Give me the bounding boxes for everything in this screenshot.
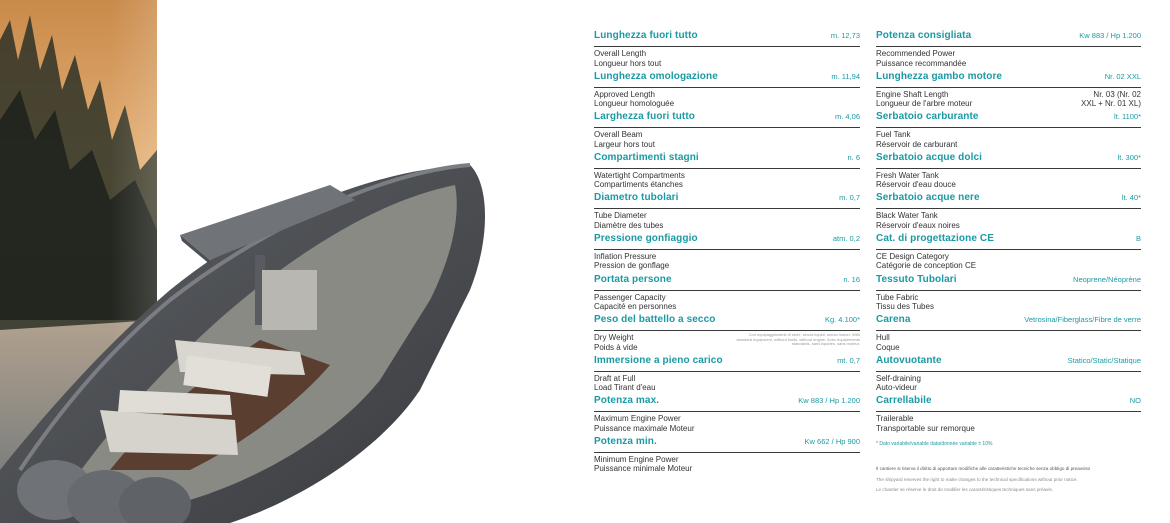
spec-translation-line: Auto-videur [876, 383, 917, 393]
spec-title: Lunghezza gambo motore [876, 70, 1003, 82]
spec-header [876, 314, 1141, 331]
spec-translations [594, 171, 685, 190]
spec-row [876, 111, 1141, 152]
spec-translations [594, 252, 669, 271]
spec-row [876, 274, 1141, 315]
spec-row [876, 355, 1141, 396]
spec-header [594, 274, 860, 291]
spec-header [876, 71, 1141, 88]
spec-title: Larghezza fuori tutto [594, 111, 695, 123]
spec-translations [876, 171, 956, 190]
spec-value: mt. 0,7 [837, 355, 860, 365]
spec-body [876, 250, 1141, 271]
spec-body [876, 209, 1141, 230]
spec-translation-line: Self-draining [876, 373, 921, 383]
spec-translations [876, 130, 957, 149]
spec-title: Pressione gonfiaggio [594, 232, 698, 244]
spec-translation-line: Compartiments étanches [594, 180, 683, 190]
spec-row [594, 436, 860, 477]
spec-translations [594, 49, 661, 68]
disclaimer-it: Il cantiere si riserva il diritto di apportare modifiche alle caratteristiche tecniche senza obbligo di preavviso [876, 466, 1091, 471]
spec-value: Kg. 4.100* [824, 315, 860, 325]
spec-body [594, 291, 860, 312]
spec-body [876, 88, 1141, 109]
spec-value: m. 11,94 [831, 71, 860, 81]
spec-row [594, 314, 860, 355]
spec-body [876, 412, 1141, 433]
spec-extra-line: XXL + Nr. 01 XL) [1081, 99, 1141, 109]
spec-value: Statico/Static/Statique [1067, 355, 1141, 365]
spec-translations [594, 333, 638, 352]
spec-translations [876, 414, 975, 433]
spec-value: B [1135, 233, 1141, 243]
spec-translations [594, 455, 692, 474]
spec-value: n. 16 [843, 274, 860, 284]
spec-translation-line: Inflation Pressure [594, 251, 657, 261]
spec-body [594, 453, 860, 474]
spec-translations [594, 414, 694, 433]
spec-value: Vetrosina/Fiberglass/Fibre de verre [1024, 315, 1141, 325]
spec-title: Carrellabile [876, 395, 932, 407]
spec-row [876, 192, 1141, 233]
spec-translation-line: Dry Weight [594, 333, 634, 343]
spec-translations [594, 90, 674, 109]
spec-translations [876, 374, 921, 393]
spec-translation-line: CE Design Category [876, 251, 949, 261]
spec-value: Kw 662 / Hp 900 [804, 436, 860, 446]
variable-data-footnote: * Dato variabile/variable data/donnée variable ± 10% [876, 441, 993, 447]
spec-title: Lunghezza omologazione [594, 70, 718, 82]
spec-translation-line: Réservoir d'eau douce [876, 180, 956, 190]
boat-illustration [0, 0, 560, 523]
spec-header [594, 436, 860, 453]
spec-body [876, 128, 1141, 149]
spec-header [876, 395, 1141, 412]
spec-value: m. 12,73 [830, 31, 860, 40]
spec-row [876, 314, 1141, 355]
spec-translation-line: Tissu des Tubes [876, 302, 934, 312]
spec-translation-line: Capacité en personnes [594, 302, 677, 312]
spec-row [594, 355, 860, 396]
spec-translation-line: Tube Fabric [876, 292, 919, 302]
spec-title: Serbatoio carburante [876, 111, 979, 123]
spec-title: Serbatoio acque dolci [876, 151, 983, 163]
spec-body [594, 169, 860, 190]
spec-body [876, 331, 1141, 352]
disclaimer [876, 464, 1146, 496]
spec-body [594, 209, 860, 230]
spec-row [594, 233, 860, 274]
spec-value: Kw 883 / Hp 1.200 [798, 396, 860, 406]
spec-row [594, 71, 860, 112]
spec-translation-line: Longueur homologuée [594, 99, 675, 109]
spec-translations [594, 374, 656, 393]
spec-translation-line: Puissance maximale Moteur [594, 423, 695, 433]
spec-header [876, 152, 1141, 169]
spec-header [876, 30, 1141, 47]
spec-translation-line: Réservoir de carburant [876, 139, 958, 149]
spec-translation-line: Tube Diameter [594, 211, 647, 221]
spec-title: Compartimenti stagni [594, 151, 699, 163]
spec-translation-line: Black Water Tank [876, 211, 938, 221]
spec-value: m. 0,7 [839, 193, 860, 203]
spec-header [594, 152, 860, 169]
spec-title: Diametro tubolari [594, 192, 679, 204]
spec-row [876, 233, 1141, 274]
spec-translation-line: Catégorie de conception CE [876, 261, 977, 271]
spec-translations [876, 333, 900, 352]
spec-body [876, 291, 1141, 312]
spec-title: Immersione a pieno carico [594, 354, 723, 366]
spec-row [594, 152, 860, 193]
spec-value: Nr. 02 XXL [1104, 71, 1141, 81]
spec-value: Kw 883 / Hp 1.200 [1079, 31, 1141, 40]
spec-row [594, 395, 860, 436]
spec-note: Con equipaggiamenti di serie, senza liquidi, senza motori. With standard equipment, without fluids, without engine. Avec équipements standards, sans liquides, sans moteur. [736, 332, 860, 347]
spec-header [594, 111, 860, 128]
spec-translation-line: Minimum Engine Power [594, 454, 679, 464]
spec-translations [876, 211, 960, 230]
spec-title: Carena [876, 314, 911, 326]
spec-translation-line: Draft at Full [594, 373, 636, 383]
spec-body [594, 88, 860, 109]
spec-title: Cat. di progettazione CE [876, 232, 994, 244]
spec-body [594, 47, 860, 68]
spec-body [594, 331, 860, 352]
spec-translations [876, 49, 966, 68]
spec-translation-line: Approved Length [594, 89, 655, 99]
spec-header [876, 233, 1141, 250]
spec-extra-line: Nr. 03 (Nr. 02 [1093, 89, 1141, 99]
spec-value: m. 4,06 [834, 112, 860, 122]
spec-header [876, 274, 1141, 291]
spec-translation-line: Réservoir d'eaux noires [876, 220, 960, 230]
spec-header [876, 192, 1141, 209]
spec-translation-line: Hull [876, 333, 890, 343]
spec-title: Potenza consigliata [876, 30, 972, 41]
spec-value: lt. 40* [1121, 193, 1141, 203]
spec-translation-line: Puissance minimale Moteur [594, 464, 693, 474]
spec-translation-line: Fresh Water Tank [876, 170, 939, 180]
spec-value: n. 6 [847, 152, 860, 162]
spec-translation-line: Diamètre des tubes [594, 220, 664, 230]
spec-row [594, 274, 860, 315]
spec-translation-line: Recommended Power [876, 49, 956, 58]
spec-extra [1081, 90, 1141, 109]
spec-row [876, 152, 1141, 193]
spec-translation-line: Trailerable [876, 414, 914, 424]
spec-body [594, 250, 860, 271]
spec-row [876, 71, 1141, 112]
spec-translation-line: Longueur hors tout [594, 58, 662, 68]
spec-translation-line: Engine Shaft Length [876, 89, 949, 99]
spec-translation-line: Passenger Capacity [594, 292, 666, 302]
spec-translation-line: Watertight Compartments [594, 170, 685, 180]
spec-row [594, 30, 860, 71]
spec-body [876, 372, 1141, 393]
spec-title: Autovuotante [876, 354, 942, 366]
spec-title: Potenza min. [594, 435, 657, 447]
spec-header [594, 314, 860, 331]
disclaimer-fr: Le chantier se réserve le droit de modifier les caractéristiques techniques sans préavis. [876, 487, 1053, 492]
spec-value: NO [1129, 396, 1141, 406]
spec-header [594, 355, 860, 372]
spec-translation-line: Largeur hors tout [594, 139, 655, 149]
spec-value: lt. 300* [1117, 152, 1141, 162]
spec-title: Peso del battello a secco [594, 314, 716, 326]
spec-translations [876, 90, 972, 109]
spec-translation-line: Puissance recommandée [876, 58, 967, 68]
spec-body [594, 372, 860, 393]
spec-header [876, 355, 1141, 372]
spec-translation-line: Overall Length [594, 49, 647, 58]
spec-body [876, 169, 1141, 190]
spec-body [594, 412, 860, 433]
specs-column-right [876, 30, 1141, 436]
spec-translation-line: Poids à vide [594, 342, 638, 352]
spec-header [594, 395, 860, 412]
spec-value: Neoprene/Néoprène [1073, 274, 1141, 284]
spec-header [876, 111, 1141, 128]
spec-translations [876, 252, 976, 271]
spec-title: Portata persone [594, 273, 672, 285]
spec-row [876, 395, 1141, 436]
spec-translations [594, 211, 663, 230]
spec-value: atm. 0,2 [832, 233, 860, 243]
spec-translation-line: Maximum Engine Power [594, 414, 681, 424]
spec-translation-line: Load Tirant d'eau [594, 383, 656, 393]
spec-body [594, 128, 860, 149]
spec-translations [876, 293, 934, 312]
spec-translation-line: Longueur de l'arbre moteur [876, 99, 973, 109]
spec-row [594, 111, 860, 152]
spec-row [876, 30, 1141, 71]
spec-translation-line: Pression de gonflage [594, 261, 670, 271]
disclaimer-en: The shipyard reserves the right to make changes to the technical specifications without prior notice. [876, 476, 1078, 482]
spec-header [594, 71, 860, 88]
spec-title: Serbatoio acque nere [876, 192, 980, 204]
spec-translations [594, 293, 676, 312]
spec-translations [594, 130, 655, 149]
spec-value: lt. 1100* [1114, 112, 1141, 122]
spec-body [876, 47, 1141, 68]
spec-header [594, 192, 860, 209]
spec-header [594, 233, 860, 250]
spec-translation-line: Coque [876, 342, 900, 352]
spec-title: Lunghezza fuori tutto [594, 30, 698, 41]
spec-title: Tessuto Tubolari [876, 273, 957, 285]
spec-translation-line: Transportable sur remorque [876, 423, 975, 433]
spec-translation-line: Fuel Tank [876, 130, 911, 140]
spec-title: Potenza max. [594, 395, 660, 407]
specs-column-left [594, 30, 860, 477]
spec-row [594, 192, 860, 233]
spec-translation-line: Overall Beam [594, 130, 643, 140]
spec-header [594, 30, 860, 47]
